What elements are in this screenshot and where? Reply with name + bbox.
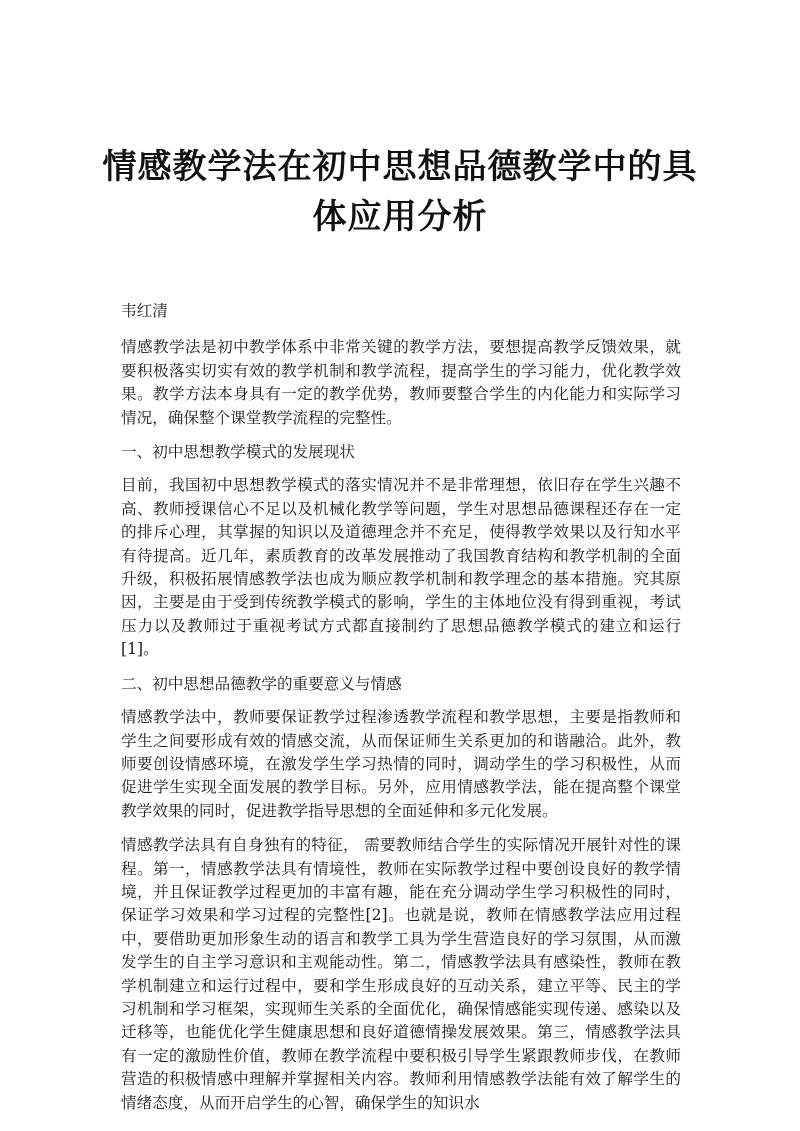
document-title <box>100 142 700 242</box>
intro-paragraph: 情感教学法是初中教学体系中非常关键的教学方法，要想提高教学反馈效果，就要积极落实切实有效的教学机制和教学流程，提高学生的学习能力，优化教学效果。教学方法本身具有一定的教学优势，教师要整合学生的内化能力和实际学习情况，确保整个课堂教学流程的完整性。 <box>121 338 681 427</box>
title-line-1: 情感教学法在初中思想品德教学中的具 <box>102 147 698 187</box>
body-paragraph: 情感教学法具有自身独有的特征， 需要教师结合学生的实际情况开展针对性的课程。第一，情感教学法具有情境性，教师在实际教学过程中要创设良好的教学情境，并且保证教学过程更加的丰富有趣，能在充分调动学生学习积极性的同时，保证学习效果和学习过程的完整性[2]。也就是说，教师在情感教学法应用过程中，要借助更加形象生动的语言和教学工具为学生营造良好的学习氛围，从而激发学生的自主学习意识和主观能动性。第二，情感教学法具有感染性，教师在教学机制建立和运行过程中，要和学生形成良好的互动关系，建立平等、民主的学习机制和学习框架，实现师生关系的全面优化，确保情感能实现传递、感染以及迁移等，也能优化学生健康思想和良好道德情操发展效果。第三，情感教学法具有一定的激励性价值，教师在教学流程中要积极引导学生紧跟教师步伐，在教师营造的积极情感中理解并掌握相关内容。教师利用情感教学法能有效了解学生的情绪态度，从而开启学生的心智，确保学生的知识水 <box>121 836 681 1112</box>
document-body <box>121 300 681 1126</box>
body-paragraph: 目前，我国初中思想教学模式的落实情况并不是非常理想，依旧存在学生兴趣不高、教师授课信心不足以及机械化教学等问题，学生对思想品德课程还存在一定的排斥心理，其掌握的知识以及道德理念并不充足，使得教学效果以及行知水平有待提高。近几年，素质教育的改革发展推动了我国教育结构和教学机制的全面升级，积极拓展情感教学法也成为顺应教学机制和教学理念的基本措施。究其原因，主要是由于受到传统教学模式的影响，学生的主体地位没有得到重视，考试压力以及教师过于重视考试方式都直接制约了思想品德教学模式的建立和运行[1]。 <box>121 476 681 659</box>
section-heading-2: 二、初中思想品德教学的重要意义与情感 <box>121 674 402 693</box>
title-line-2: 体应用分析 <box>312 197 488 237</box>
body-paragraph: 情感教学法中，教师要保证教学过程渗透教学流程和教学思想，主要是指教师和学生之间要形成有效的情感交流，从而保证师生关系更加的和谐融洽。此外，教师要创设情感环境，在激发学生学习热情的同时，调动学生的学习积极性，从而促进学生实现全面发展的教学目标。另外，应用情感教学法，能在提高整个课堂教学效果的同时，促进教学指导思想的全面延伸和多元化发展。 <box>121 708 681 820</box>
section-heading-1: 一、初中思想教学模式的发展现状 <box>121 443 355 462</box>
author-name: 韦红清 <box>121 302 168 320</box>
